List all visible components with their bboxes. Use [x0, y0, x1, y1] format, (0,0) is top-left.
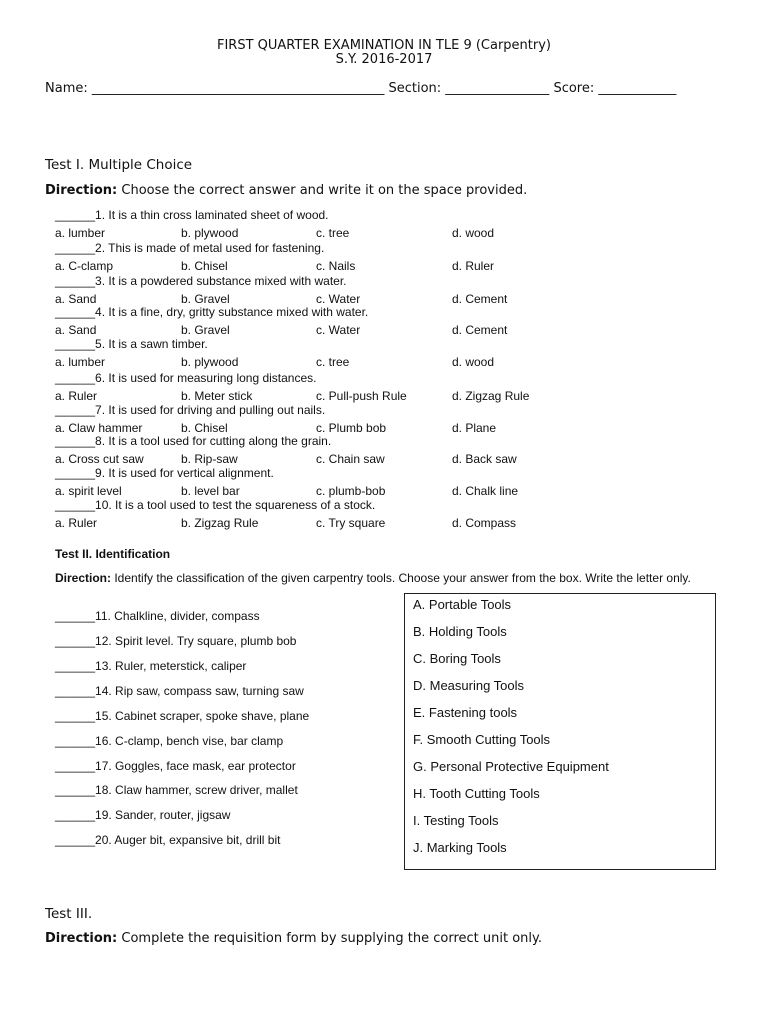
choice-item: I. Testing Tools — [413, 813, 499, 828]
option-b: b. level bar — [181, 484, 240, 498]
option-b: b. Chisel — [181, 259, 228, 273]
option-d: d. Compass — [452, 516, 517, 530]
option-b: b. plywood — [181, 226, 239, 240]
identification-item: ______13. Ruler, meterstick, caliper — [55, 659, 247, 673]
option-d: d. Ruler — [452, 259, 495, 273]
choice-item: F. Smooth Cutting Tools — [413, 732, 551, 747]
direction-label: Direction: — [55, 571, 112, 585]
question-text: ______10. It is a tool used to test the squareness of a stock. — [55, 498, 376, 512]
option-a: a. spirit level — [55, 484, 122, 498]
option-d: d. Cement — [452, 323, 508, 337]
option-c: c. plumb-bob — [316, 484, 386, 498]
direction-text: Complete the requisition form by supplying the correct unit only. — [117, 931, 543, 946]
option-b: b. plywood — [181, 355, 239, 369]
option-c: c. Chain saw — [316, 452, 385, 466]
question-text: ______2. This is made of metal used for fastening. — [55, 241, 325, 255]
option-d: d. Back saw — [452, 452, 517, 466]
question-text: ______5. It is a sawn timber. — [55, 337, 208, 351]
question-text: ______3. It is a powdered substance mixed with water. — [55, 274, 347, 288]
option-d: d. Plane — [452, 421, 497, 435]
question-text: ______9. It is used for vertical alignment. — [55, 466, 274, 480]
identification-item: ______19. Sander, router, jigsaw — [55, 808, 231, 822]
option-c: c. Pull-push Rule — [316, 389, 407, 403]
option-d: d. wood — [452, 226, 495, 240]
option-c: c. Nails — [316, 259, 356, 273]
option-b: b. Chisel — [181, 421, 228, 435]
question-text: ______8. It is a tool used for cutting along the grain. — [55, 434, 332, 448]
choice-item: A. Portable Tools — [413, 597, 512, 612]
choice-item: B. Holding Tools — [413, 624, 507, 639]
choice-item: E. Fastening tools — [413, 705, 518, 720]
option-c: c. tree — [316, 355, 350, 369]
question-text: ______1. It is a thin cross laminated sheet of wood. — [55, 208, 329, 222]
name-section-score-line: Name: _____________________________________________ Section: ________________ Score: ____________ — [45, 81, 677, 96]
option-c: c. Water — [316, 323, 361, 337]
option-a: a. Claw hammer — [55, 421, 143, 435]
option-a: a. Ruler — [55, 516, 98, 530]
option-a: a. Sand — [55, 292, 97, 306]
identification-item: ______20. Auger bit, expansive bit, drill bit — [55, 833, 281, 847]
test1-heading: Test I. Multiple Choice — [45, 157, 193, 173]
option-a: a. Ruler — [55, 389, 98, 403]
identification-item: ______18. Claw hammer, screw driver, mallet — [55, 783, 298, 797]
option-b: b. Gravel — [181, 292, 230, 306]
identification-item: ______17. Goggles, face mask, ear protector — [55, 759, 296, 773]
test3-direction — [45, 931, 542, 946]
direction-text: Choose the correct answer and write it on the space provided. — [117, 183, 528, 198]
option-b: b. Gravel — [181, 323, 230, 337]
question-text: ______6. It is used for measuring long distances. — [55, 371, 317, 385]
identification-item: ______15. Cabinet scraper, spoke shave, plane — [55, 709, 310, 723]
choice-item: J. Marking Tools — [413, 840, 507, 855]
identification-item: ______12. Spirit level. Try square, plumb bob — [55, 634, 297, 648]
option-b: b. Zigzag Rule — [181, 516, 259, 530]
test3-heading: Test III. — [45, 906, 93, 922]
option-c: c. Try square — [316, 516, 386, 530]
identification-item: ______16. C-clamp, bench vise, bar clamp — [55, 734, 284, 748]
test2-direction — [55, 571, 725, 585]
identification-item: ______14. Rip saw, compass saw, turning saw — [55, 684, 304, 698]
option-b: b. Meter stick — [181, 389, 253, 403]
option-d: d. wood — [452, 355, 495, 369]
option-d: d. Zigzag Rule — [452, 389, 530, 403]
direction-label: Direction: — [45, 183, 118, 198]
answer-choices-box — [404, 593, 716, 870]
option-a: a. C-clamp — [55, 259, 114, 273]
school-year: S.Y. 2016-2017 — [335, 52, 433, 67]
direction-text: Identify the classification of the given carpentry tools. Choose your answer from the box. Write the letter only. — [111, 571, 691, 585]
option-a: a. Cross cut saw — [55, 452, 144, 466]
exam-title: FIRST QUARTER EXAMINATION IN TLE 9 (Carpentry) — [216, 38, 552, 53]
option-b: b. Rip-saw — [181, 452, 238, 466]
choice-item: G. Personal Protective Equipment — [413, 759, 609, 774]
choice-item: H. Tooth Cutting Tools — [413, 786, 540, 801]
option-c: c. Water — [316, 292, 361, 306]
option-a: a. lumber — [55, 355, 106, 369]
test2-heading: Test II. Identification — [55, 547, 171, 561]
direction-label: Direction: — [45, 931, 118, 946]
option-c: c. tree — [316, 226, 350, 240]
question-text: ______4. It is a fine, dry, gritty substance mixed with water. — [55, 305, 369, 319]
option-a: a. Sand — [55, 323, 97, 337]
option-d: d. Chalk line — [452, 484, 519, 498]
question-text: ______7. It is used for driving and pulling out nails. — [55, 403, 326, 417]
test1-direction — [45, 183, 527, 198]
identification-item: ______11. Chalkline, divider, compass — [55, 609, 260, 623]
choice-item: C. Boring Tools — [413, 651, 501, 666]
option-a: a. lumber — [55, 226, 106, 240]
option-c: c. Plumb bob — [316, 421, 387, 435]
option-d: d. Cement — [452, 292, 508, 306]
choice-item: D. Measuring Tools — [413, 678, 525, 693]
